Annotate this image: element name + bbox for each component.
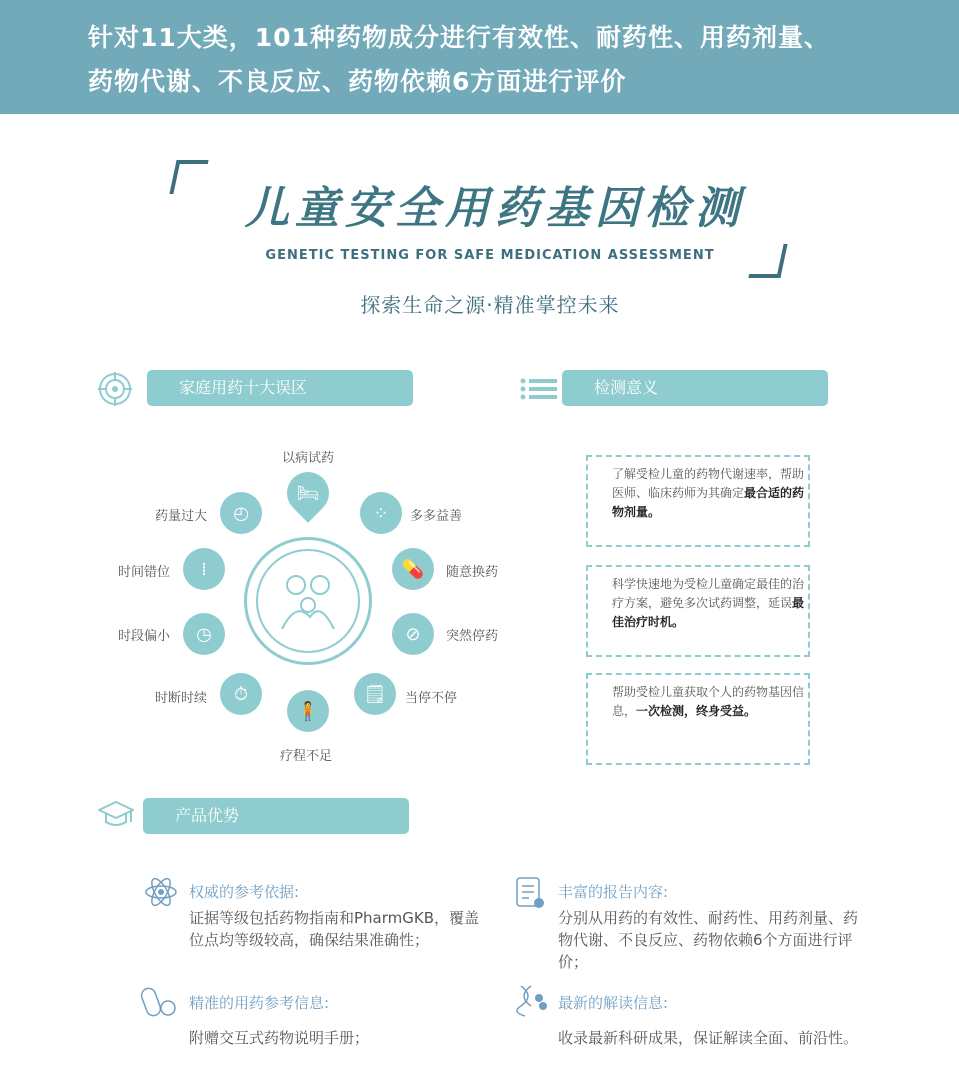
misconception-label: 疗程不足	[280, 749, 333, 764]
atom-icon	[143, 874, 179, 914]
advantage-text: 附赠交互式药物说明手册；	[189, 1029, 370, 1047]
significance-box	[586, 565, 810, 657]
list-icon	[520, 378, 558, 404]
misconception-label: 突然停药	[446, 629, 499, 644]
advantage-title: 权威的参考依据:	[189, 883, 300, 901]
misconception-label: 时段偏小	[118, 629, 171, 644]
pills-icon: ⁘	[360, 492, 402, 534]
family-illustration	[256, 549, 360, 653]
capsule-icon: 💊	[392, 548, 434, 590]
title-bracket-left	[169, 160, 208, 194]
slogan: 探索生命之源·精准掌控未来	[360, 293, 620, 317]
target-icon	[98, 372, 132, 410]
section-significance-header: 检测意义	[562, 370, 828, 406]
capsule-icon	[140, 984, 180, 1024]
no-pill-icon: ⊘	[392, 613, 434, 655]
misconception-label: 当停不停	[405, 691, 458, 706]
misconception-label: 时间错位	[118, 565, 171, 580]
misconception-label: 时断时续	[155, 691, 208, 706]
significance-bold: 最合适的药物剂量。	[612, 486, 805, 519]
banner-line-1: 针对11大类，101种药物成分进行有效性、耐药性、用药剂量、	[88, 23, 830, 52]
stopwatch-icon: ⏱	[220, 673, 262, 715]
page-subtitle-english: GENETIC TESTING FOR SAFE MEDICATION ASSESSMENT	[265, 248, 715, 263]
advantage-text: 证据等级包括药物指南和PharmGKB，覆盖位点均等级较高，确保结果准确性；	[189, 909, 480, 949]
misconception-label: 随意换药	[446, 565, 499, 580]
misconception-label: 药量过大	[155, 509, 208, 524]
clock-icon: ◷	[183, 613, 225, 655]
section-advantages-header: 产品优势	[143, 798, 409, 834]
significance-bold: 最佳治疗时机。	[612, 596, 805, 629]
misconception-label: 以病试药	[282, 451, 335, 466]
significance-text: 帮助受检儿童获取个人的药物基因信息，	[612, 685, 805, 718]
capsule-pair-icon: ⁞	[183, 548, 225, 590]
dna-icon	[515, 984, 549, 1022]
top-banner	[0, 0, 959, 114]
significance-box	[586, 673, 810, 765]
misconception-label: 多多益善	[410, 509, 463, 524]
graduation-cap-icon	[98, 800, 134, 834]
person-icon: 🧍	[287, 690, 329, 732]
significance-text: 科学快速地为受检儿童确定最佳的治疗方案，避免多次试药调整，延误	[612, 577, 805, 610]
advantage-title: 最新的解读信息:	[558, 994, 669, 1012]
significance-text: 了解受检儿童的药物代谢速率，帮助医师、临床药师为其确定	[612, 467, 805, 500]
banner-line-2: 药物代谢、不良反应、药物依赖6方面进行评价	[88, 67, 627, 96]
page-title: 儿童安全用药基因检测	[245, 183, 745, 234]
significance-box	[586, 455, 810, 547]
advantage-text: 收录最新科研成果，保证解读全面、前沿性。	[558, 1029, 859, 1047]
watch-icon: ◴	[220, 492, 262, 534]
bed-icon: 🛏	[278, 463, 337, 522]
report-icon	[515, 876, 547, 914]
advantage-title: 精准的用药参考信息:	[189, 994, 330, 1012]
document-icon: 🗒	[354, 673, 396, 715]
significance-bold: 一次检测，终身受益。	[636, 704, 757, 718]
advantage-title: 丰富的报告内容:	[558, 883, 669, 901]
advantage-text: 分别从用药的有效性、耐药性、用药剂量、药物代谢、不良反应、药物依赖6个方面进行评价；	[558, 909, 859, 971]
section-misconceptions-header: 家庭用药十大误区	[147, 370, 413, 406]
